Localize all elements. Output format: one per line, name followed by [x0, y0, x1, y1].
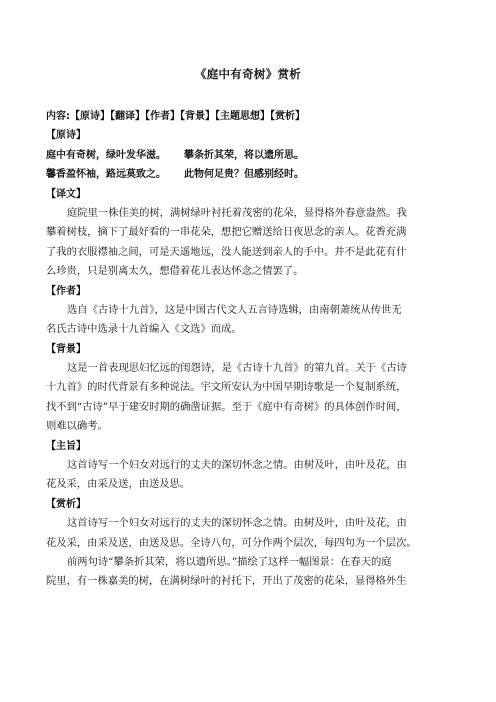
appreciation-line: 花及采，由采及送，由送及思。全诗八句，可分作两个层次，每四句为一个层次。: [46, 536, 417, 549]
appreciation-heading: 【赏析】: [46, 498, 86, 510]
translation-line: 庭院里一株佳美的树，满树绿叶衬托着茂密的花朵，显得格外春意盎然。我: [67, 206, 407, 219]
theme-line: 这首诗写一个妇女对远行的丈夫的深切怀念之情。由树及叶，由叶及花，由: [67, 459, 407, 472]
author-line: 名氏古诗中选录十九首编入《文选》而成。: [46, 323, 242, 336]
appreciation-line: 院里，有一株嘉美的树，在满树绿叶的衬托下，开出了茂密的花朵，显得格外生: [46, 575, 407, 588]
translation-line: 了我的衣服襟袖之间，可是天遥地远，没人能送到亲人的手中。并不是此花有什: [46, 245, 407, 258]
poem-line-1: [46, 146, 458, 165]
background-line: 找不到“古诗”早于建安时期的确凿证据。至于《庭中有奇树》的具体创作时间，: [46, 400, 407, 413]
author-heading: 【作者】: [46, 285, 86, 297]
poem-line-1b: 攀条折其荣，将以遗所思。: [184, 149, 304, 161]
translation-line: 么珍贵，只是别离太久，想借着花儿表达怀念之情罢了。: [46, 265, 304, 278]
theme-heading: 【主旨】: [46, 440, 86, 452]
background-line: 十九首》的时代背景有多种说法。宇文所安认为中国早期诗歌是一个复制系统，: [46, 381, 407, 394]
background-line: 则难以确考。: [46, 420, 108, 433]
poem-line-2a: 馨香盈怀袖，路远莫致之。: [46, 169, 166, 181]
translation-heading: 【译文】: [46, 188, 86, 200]
theme-line: 花及采，由采及送，由送及思。: [46, 478, 191, 491]
poem-line-2b: 此物何足贵？但感别经时。: [184, 169, 304, 181]
appreciation-line: 这首诗写一个妇女对远行的丈夫的深切怀念之情。由树及叶，由叶及花，由: [67, 517, 407, 530]
translation-line: 攀着树枝，摘下了最好看的一串花朵，想把它赠送给日夜思念的亲人。花香充满: [46, 226, 407, 239]
poem-line-1a: 庭中有奇树，绿叶发华滋。: [46, 149, 166, 161]
page-title: 《庭中有奇树》赏析: [194, 67, 302, 81]
table-of-contents: 内容:【原诗】【翻译】【作者】【背景】【主题思想】【赏析】: [46, 111, 305, 122]
author-line: 选自《古诗十九首》，这是中国古代文人五言诗选辑，由南朝萧统从传世无: [67, 303, 402, 316]
document-body: [46, 107, 458, 592]
background-line: 这是一首表现思妇忆远的闺怨诗，是《古诗十九首》的第九首。关于《古诗: [67, 362, 407, 375]
poem-line-2: [46, 165, 458, 184]
appreciation-line: 前两句诗“攀条折其荣，将以遗所思。”描绘了这样一幅图景：在春天的庭: [67, 555, 392, 568]
poem-heading: 【原诗】: [46, 130, 86, 142]
background-heading: 【背景】: [46, 343, 86, 355]
